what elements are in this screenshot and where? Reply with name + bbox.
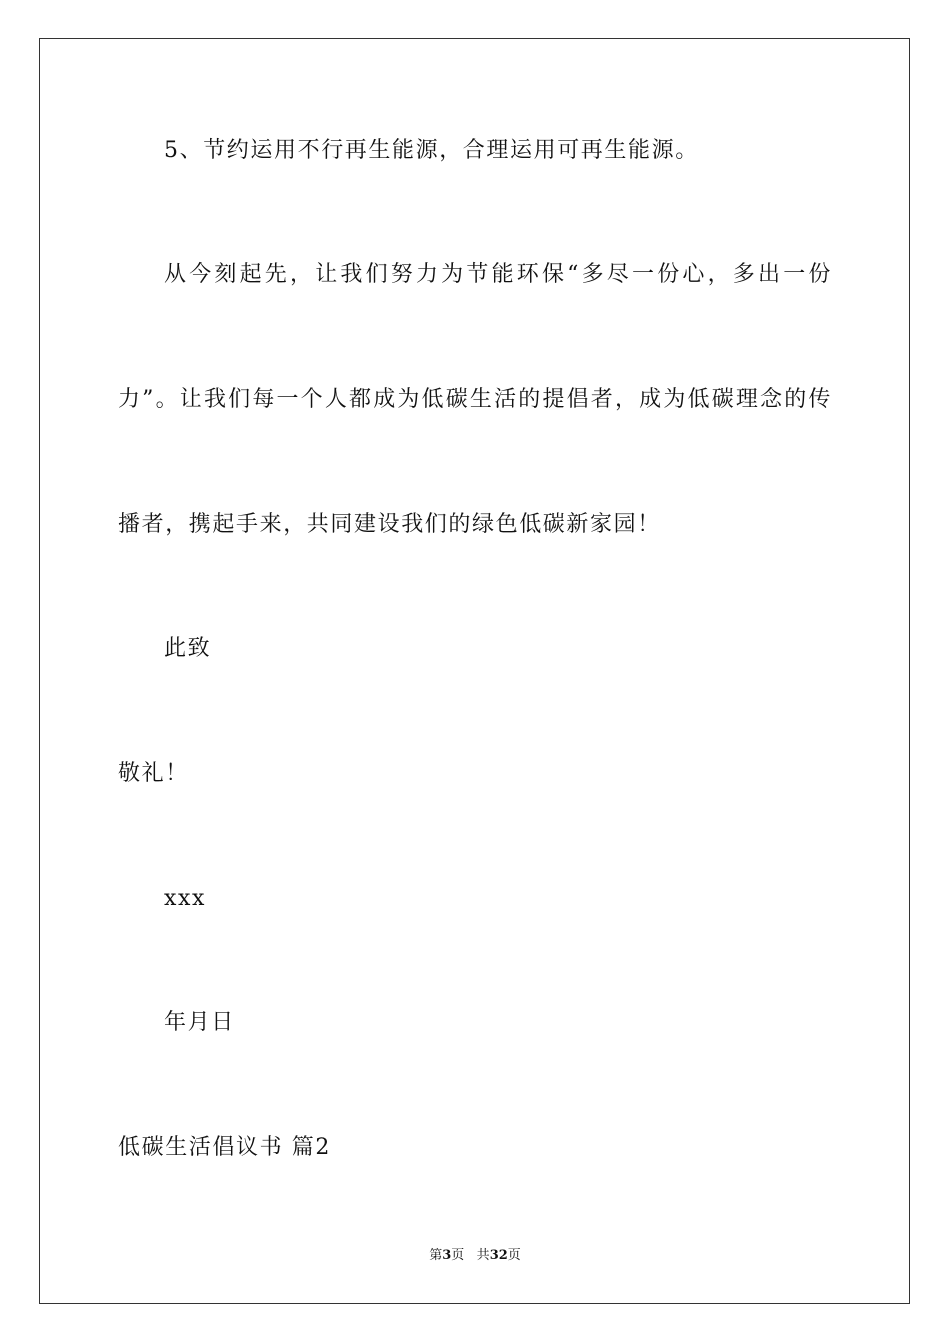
salutation-cizhi: 此致 (164, 636, 212, 661)
paragraph-item-5: 5、节约运用不行再生能源，合理运用可再生能源。 (164, 138, 699, 163)
footer-total-pages: 32 (489, 1248, 508, 1263)
footer-total-prefix: 共 (476, 1248, 490, 1263)
signature-date: 年月日 (164, 1010, 235, 1035)
paragraph-closing-line-1: 从今刻起先，让我们努力为节能环保“多尽一份心，多出一份 (164, 262, 832, 287)
footer-page-prefix: 第 (429, 1248, 443, 1263)
footer-page-number: 3 (442, 1248, 452, 1263)
paragraph-closing-line-3: 播者，携起手来，共同建设我们的绿色低碳新家园！ (118, 512, 661, 537)
salutation-jingli: 敬礼！ (118, 761, 189, 786)
page-footer (0, 1247, 950, 1265)
footer-page-suffix: 页 (451, 1248, 465, 1263)
paragraph-closing-line-2: 力”。让我们每一个人都成为低碳生活的提倡者，成为低碳理念的传 (118, 387, 832, 412)
section-heading: 低碳生活倡议书 篇2 (118, 1135, 331, 1160)
footer-total-suffix: 页 (507, 1248, 521, 1263)
signature-name: xxx (164, 886, 207, 911)
page-border (39, 38, 910, 1304)
